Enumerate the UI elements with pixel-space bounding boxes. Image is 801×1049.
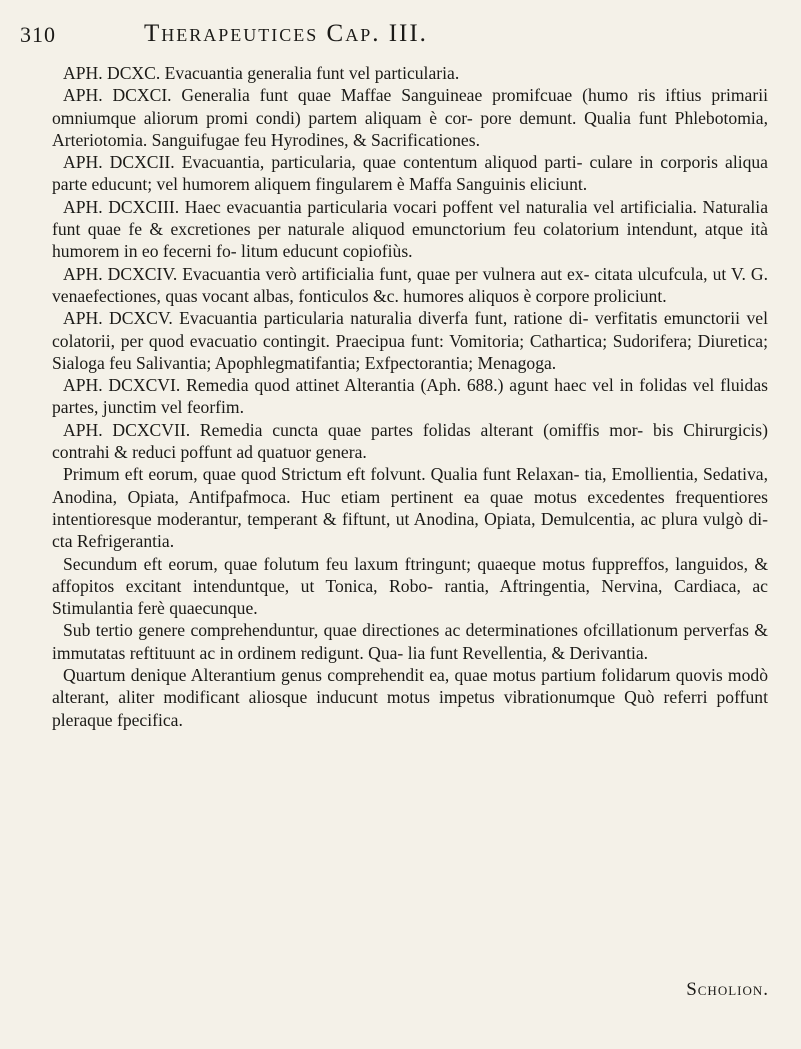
paragraph-quartum: Quartum denique Alterantium genus comprehendit ea, quae motus partium folidarum quovis modò alterant, aliter modificant aliosque inducunt motus impetus vibrationumque Quò referri poffunt pleraque fpecifica. <box>52 665 768 730</box>
aphorism-697: APH. DCXCVII. Remedia cuncta quae partes folidas alterant (omiffis mor- bis Chirurgicis) contrahi & reduci poffunt ad quatuor genera. <box>52 419 768 463</box>
aphorism-695: APH. DCXCV. Evacuantia particularia naturalia diverfa funt, ratione di- verfitatis emunctorii vel colatorii, per quod evacuatio contingit. Praecipua funt: Vomitoria; Cathartica; Sudorifera; Diuretica; Sialoga feu Salivantia; Apophlegmatifantia; Exfpectorantia; Menagoga. <box>52 308 768 373</box>
aphorism-690: APH. DCXC. Evacuantia generalia funt vel particularia. <box>63 63 460 83</box>
page-number: 310 <box>20 22 56 47</box>
paragraph-tertio: Sub tertio genere comprehenduntur, quae directiones ac determinationes ofcillationum perverfas & immutatas reftituunt ac in ordinem redigunt. Qua- lia funt Revellentia, & Derivantia. <box>52 620 768 663</box>
aphorism-693: APH. DCXCIII. Haec evacuantia particularia vocari poffent vel naturalia vel artificialia. Naturalia funt quae fe & excretiones per naturale aliquod emunctorium feu colatorium intendunt, atque ità humorem in eo fecerni fo- litum educunt copiofiùs. <box>52 196 768 262</box>
catchword: Scholion. <box>686 979 769 1000</box>
paragraph-secundum: Secundum eft eorum, quae folutum feu laxum ftringunt; quaeque motus fuppreffos, languidos, & affopitos excitant intenduntque, ut Tonica, Robo- rantia, Aftringentia, Nervina, Cardiaca, ac Stimulantia ferè quaecunque. <box>52 553 768 619</box>
aphorism-691: APH. DCXCI. Generalia funt quae Maffae Sanguineae promifcuae (humo ris iftius primarii omniumque aliorum promi condi) partem aliquam è cor- pore demunt. Qualia funt Phlebotomia, Arteriotomia. Sanguifugae feu Hyrodines, & Sacrificationes. <box>52 85 768 150</box>
aphorism-696: APH. DCXCVI. Remedia quod attinet Alterantia (Aph. 688.) agunt haec vel in folidas vel fluidas partes, junctim vel feorfim. <box>52 375 768 418</box>
running-title: Therapeutices Cap. III. <box>144 20 428 47</box>
page-header <box>20 18 760 58</box>
body-text <box>52 62 768 731</box>
aphorism-692: APH. DCXCII. Evacuantia, particularia, quae contentum aliquod parti- culare in corporis aliqua parte educunt; vel humorem aliquem fingularem è Maffa Sanguinis eliciunt. <box>52 152 768 195</box>
aphorism-694: APH. DCXCIV. Evacuantia verò artificialia funt, quae per vulnera aut ex- citata ulcufcula, ut V. G. venaefectiones, quas vocant albas, fonticulos &c. humores aliquos è corpore proliciunt. <box>52 263 768 306</box>
paragraph-primum: Primum eft eorum, quae quod Strictum eft folvunt. Qualia funt Relaxan- tia, Emollientia, Sedativa, Anodina, Opiata, Antifpafmoca. Huc etiam pertinent ea quae motus excedentes frequentiores intentioresque moderantur, temperant & fiftunt, ut Anodina, Opiata, Demulcentia, ac plura vulgò di- cta Refrigerantia. <box>52 464 768 552</box>
